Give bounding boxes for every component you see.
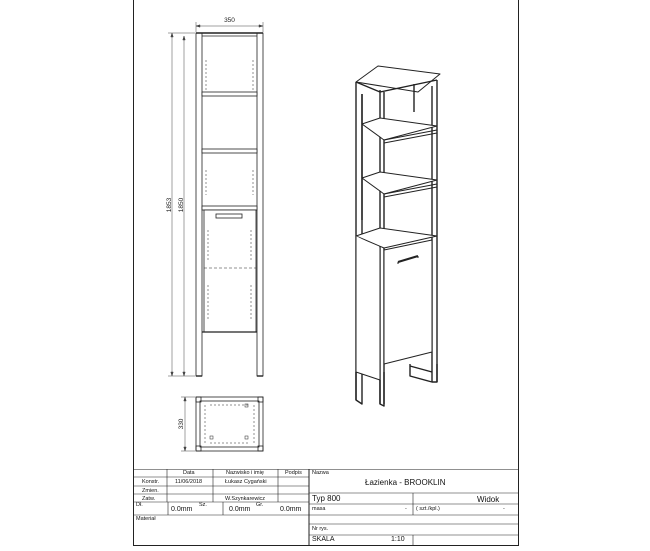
konstr-date: 11/06/2018 <box>175 478 203 485</box>
depth-label: 330 <box>178 418 185 430</box>
sz-value: 0.0mm <box>229 506 251 513</box>
nr-rys-label: Nr rys. <box>312 526 329 532</box>
product-type: Typ 800 <box>312 494 341 503</box>
gr-value: 0.0mm <box>280 506 302 513</box>
sz-label: Sz. <box>199 502 207 508</box>
height-label-inner: 1850 <box>178 197 185 213</box>
view-label: Widok <box>477 495 500 504</box>
skala-label: SKALA <box>312 536 335 543</box>
col-data-header: Data <box>183 470 195 476</box>
skala-value: 1:10 <box>391 536 405 543</box>
top-view <box>196 397 263 451</box>
row-zmien-label: Zmien. <box>142 487 159 494</box>
front-view <box>196 33 263 376</box>
isometric-view <box>356 66 440 406</box>
szt-label: ( szt./kpl.) <box>416 506 440 512</box>
col-sign-header: Podpis <box>285 470 302 476</box>
product-name: Łazienka - BROOKLIN <box>365 478 446 487</box>
row-zatw-label: Zatw. <box>142 495 156 502</box>
title-block <box>133 469 519 546</box>
height-label-outer: 1853 <box>166 197 173 213</box>
masa-value: - <box>405 506 407 512</box>
width-label: 350 <box>224 17 235 24</box>
dl-label: Dł. <box>136 502 143 508</box>
zatw-name: W.Szynkarewicz <box>225 495 266 502</box>
masa-label: masa <box>312 506 326 512</box>
gr-label: Gr. <box>256 502 264 508</box>
nazwa-label: Nazwa <box>312 470 329 476</box>
szt-value: - <box>503 506 505 512</box>
konstr-name: Łukasz Cygański <box>225 478 267 485</box>
col-name-header: Nazwisko i imię <box>226 470 264 476</box>
dl-value: 0.0mm <box>171 506 193 513</box>
row-konstr-label: Konstr. <box>142 478 160 485</box>
material-label: Materiał <box>136 516 156 522</box>
